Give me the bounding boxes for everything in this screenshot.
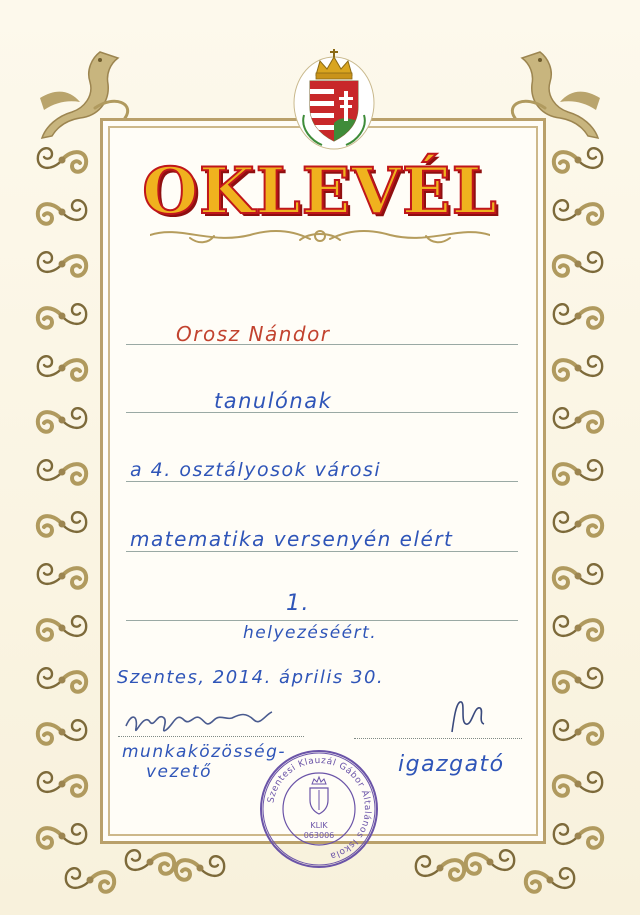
competition-line-1 (126, 481, 518, 482)
hungarian-coat-of-arms-icon (290, 45, 378, 150)
competition-text-1: a 4. osztályosok városi (130, 459, 382, 481)
left-signer-title-line1: munkaközösség- (122, 742, 287, 762)
stamp-text: Szentesi Klauzál Gábor Általános Iskola (266, 755, 373, 861)
diploma-title: OKLEVÉL (142, 154, 498, 229)
competition-line-2 (126, 551, 518, 552)
placement-suffix: helyezéséért. (243, 623, 378, 643)
school-seal-icon (258, 748, 380, 870)
left-scroll-column (38, 148, 86, 848)
right-signature (444, 696, 488, 736)
stamp-code-1: KLIK (310, 821, 328, 830)
placement-line (126, 620, 518, 621)
title-underline-flourish (150, 224, 490, 246)
left-signature (122, 706, 292, 740)
right-signature-line (354, 738, 522, 739)
right-scroll-column (554, 148, 602, 848)
recipient-name: Orosz Nándor (176, 322, 331, 346)
placement-number: 1. (286, 591, 310, 616)
stamp-code-2: 063006 (303, 831, 335, 840)
role-text: tanulónak (214, 389, 333, 413)
competition-text-2: matematika versenyén elért (130, 527, 454, 551)
left-signer-title-line2: vezető (146, 762, 212, 782)
right-signer-title: igazgató (398, 752, 505, 777)
place-and-date: Szentes, 2014. április 30. (117, 667, 385, 688)
